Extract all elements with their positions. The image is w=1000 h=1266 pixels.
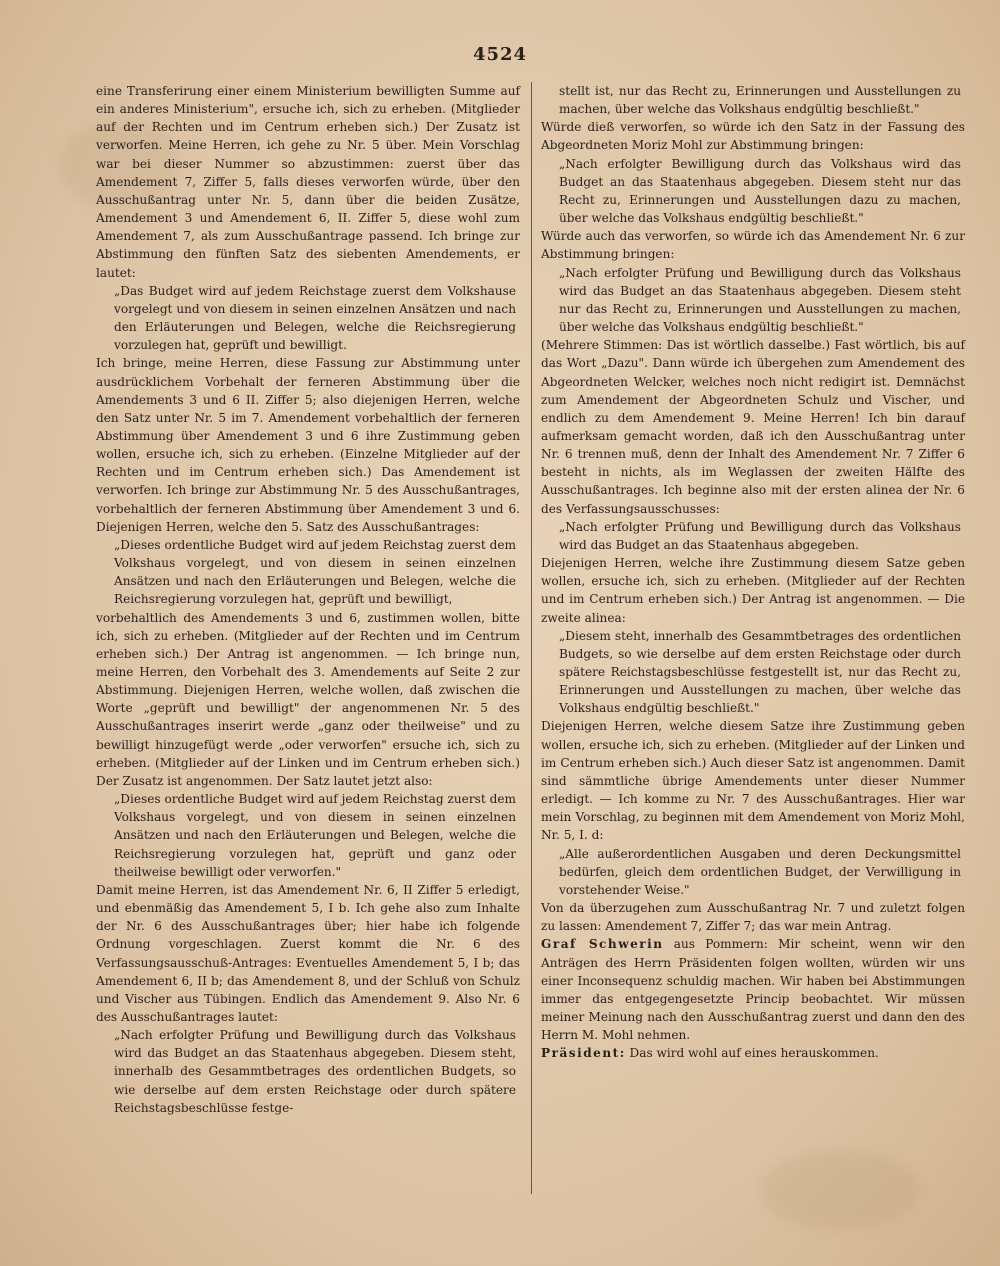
- speech-paragraph: [541, 1044, 965, 1062]
- quoted-paragraph: [541, 82, 965, 118]
- quoted-paragraph: [541, 627, 965, 718]
- quoted-paragraph: [96, 536, 520, 609]
- body-paragraph: [96, 354, 520, 536]
- paragraph-text: stellt ist, nur das Recht zu, Erinnerungen und Ausstellungen zu machen, über welche das Volkshaus endgültig beschließt.": [559, 84, 961, 117]
- quoted-paragraph: [541, 518, 965, 554]
- paragraph-text: „Nach erfolgter Prüfung und Bewilligung durch das Volkshaus wird das Budget an das Staatenhaus abgegeben.: [559, 519, 961, 552]
- right-column: [541, 82, 965, 1062]
- paragraph-text: Diejenigen Herren, welche diesem Satze ihre Zustimmung geben wollen, ersuche ich, sich zu erheben. (Mitglieder auf der Linken und im Centrum erheben sich.) Auch dieser Satz ist angenommen. Damit sind sämmtliche übrige Amendements unter dieser Nummer erledigt. — Ich komme zu Nr. 7 des Ausschußantrages. Hier war mein Vorschlag, zu beginnen mit dem Amendement von Moriz Mohl, Nr. 5, I. d:: [541, 719, 965, 843]
- paragraph-text: vorbehaltlich des Amendements 3 und 6, zustimmen wollen, bitte ich, sich zu erheben. (Mitglieder auf der Rechten und im Centrum erheben sich.) Der Antrag ist angenommen. — Ich bringe nun, meine Herren, den Vorbehalt des 3. Amendements auf Seite 2 zur Abstimmung. Diejenigen Herren, welche wollen, daß zwischen die Worte „geprüft und bewilligt" der angenommenen Nr. 5 des Ausschußantrages inserirt werde „ganz oder theilweise" und zu bewilligt hinzugefügt werde „oder verworfen" ersuche ich, sich zu erheben. (Mitglieder auf der Linken und im Centrum erheben sich.) Der Zusatz ist angenommen. Der Satz lautet jetzt also:: [96, 610, 520, 788]
- speaker-name: Graf Schwerin: [541, 937, 664, 952]
- paragraph-text: eine Transferirung einer einem Ministerium bewilligten Summe auf ein anderes Ministerium", ersuche ich, sich zu erheben. (Mitglieder auf der Rechten und im Centrum erheben sich.) Der Zusatz ist verworfen. Meine Herren, ich gehe zu Nr. 5 über. Mein Vorschlag war bei dieser Nummer so abzustimmen: zuerst über das Amendement 7, Ziffer 5, falls dieses verworfen würde, über den Ausschußantrag unter Nr. 5, dann über die beiden Zusätze, Amendement 3 und Amendement 6, II. Ziffer 5, diese wohl zum Amendement 7, als zum Ausschußantrage passend. Ich bringe zur Abstimmung den fünften Satz des siebenten Amendements, er lautet:: [96, 84, 520, 280]
- paragraph-text: „Das Budget wird auf jedem Reichstage zuerst dem Volkshause vorgelegt und von diesem in seinen einzelnen Ansätzen und nach den Erläuterungen und Belegen, welche die Reichsregierung vorzulegen hat, geprüft und bewilligt.: [114, 283, 516, 353]
- paragraph-text: aus Pommern: Mir scheint, wenn wir den Anträgen des Herrn Präsidenten folgen wollten, würden wir uns einer Inconsequenz schuldig machen. Wir haben bei Abstimmungen immer das entgegengesetzte Princip beobachtet. Wir müssen meiner Meinung nach den Ausschußantrag zuerst und dann den des Herrn M. Mohl nehmen.: [541, 937, 966, 1043]
- paragraph-text: Das wird wohl auf eines herauskommen.: [625, 1046, 879, 1061]
- paragraph-text: „Dieses ordentliche Budget wird auf jedem Reichstag zuerst dem Volkshaus vorgelegt, und von diesem in seinen einzelnen Ansätzen und nach den Erläuterungen und Belegen, welche die Reichsregierung vorzulegen hat, geprüft und bewilligt,: [114, 537, 516, 607]
- page-number: 4524: [472, 44, 528, 65]
- body-paragraph: [541, 118, 965, 154]
- speech-paragraph: [541, 935, 965, 1044]
- paragraph-text: Damit meine Herren, ist das Amendement Nr. 6, II Ziffer 5 erledigt, und ebenmäßig das Amendement 5, I b. Ich gehe also zum Inhalte der Nr. 6 des Ausschußantrages über; hier habe ich folgende Ordnung vorgeschlagen. Zuerst kommt die Nr. 6 des Verfassungsausschuß-Antrages: Eventuelles Amendement 5, I b; das Amendement 6, II b; das Amendement 8, und der Schluß von Schulz und Vischer aus Tübingen. Endlich das Amendement 9. Also Nr. 6 des Ausschußantrages lautet:: [96, 882, 520, 1024]
- paragraph-text: Würde dieß verworfen, so würde ich den Satz in der Fassung des Abgeordneten Moriz Mohl zur Abstimmung bringen:: [541, 120, 965, 153]
- paragraph-text: Ich bringe, meine Herren, diese Fassung zur Abstimmung unter ausdrücklichem Vorbehalt der ferneren Abstimmung über die Amendements 3 und 6 II. Ziffer 5; also diejenigen Herren, welche den Satz unter Nr. 5 im 7. Amendement vorbehaltlich der ferneren Abstimmung über Amendement 3 und 6 ihre Zustimmung geben wollen, ersuche ich, sich zu erheben. (Einzelne Mitglieder auf der Rechten und im Centrum erheben sich.) Das Amendement ist verworfen. Ich bringe zur Abstimmung Nr. 5 des Ausschußantrages, vorbehaltlich der ferneren Abstimmung über Amendement 3 und 6. Diejenigen Herren, welche den 5. Satz des Ausschußantrages:: [96, 356, 520, 534]
- quoted-paragraph: [541, 155, 965, 228]
- body-paragraph: [96, 881, 520, 1026]
- quoted-paragraph: [541, 845, 965, 899]
- body-paragraph: [541, 336, 965, 518]
- paragraph-text: „Nach erfolgter Prüfung und Bewilligung durch das Volkshaus wird das Budget an das Staatenhaus abgegeben. Diesem steht nur das Recht zu, Erinnerungen und Ausstellungen zu machen, über welche das Volkshaus endgültig beschließt.": [559, 265, 961, 335]
- quoted-paragraph: [96, 1026, 520, 1117]
- column-divider: [531, 82, 532, 1194]
- paragraph-text: „Nach erfolgter Bewilligung durch das Volkshaus wird das Budget an das Staatenhaus abgegeben. Diesem steht nur das Recht zu, Erinnerungen und Ausstellungen dazu zu machen, über welche das Volkshaus endgültig beschließt.": [559, 156, 961, 226]
- quoted-paragraph: [541, 264, 965, 337]
- paper-stain: [760, 1150, 920, 1230]
- left-column: [96, 82, 520, 1117]
- body-paragraph: [541, 227, 965, 263]
- quoted-paragraph: [96, 282, 520, 355]
- paragraph-text: „Diesem steht, innerhalb des Gesammtbetrages des ordentlichen Budgets, so wie derselbe auf dem ersten Reichstage oder durch spätere Reichstagsbeschlüsse festgestellt ist, nur das Recht zu, Erinnerungen und Ausstellungen zu machen, über welche das Volkshaus endgültig beschließt.": [559, 628, 961, 716]
- paragraph-text: „Alle außerordentlichen Ausgaben und deren Deckungsmittel bedürfen, gleich dem ordentlichen Budget, der Verwilligung in vorstehender Weise.": [559, 846, 961, 897]
- body-paragraph: [541, 899, 965, 935]
- body-paragraph: [96, 82, 520, 282]
- paragraph-text: Von da überzugehen zum Ausschußantrag Nr. 7 und zuletzt folgen zu lassen: Amendement 7, Ziffer 7; das war mein Antrag.: [541, 901, 965, 934]
- paragraph-text: „Nach erfolgter Prüfung und Bewilligung durch das Volkshaus wird das Budget an das Staatenhaus abgegeben. Diesem steht, innerhalb des Gesammtbetrages des ordentlichen Budgets, so wie derselbe auf dem ersten Reichstage oder durch spätere Reichstagsbeschlüsse festge-: [114, 1028, 516, 1115]
- quoted-paragraph: [96, 790, 520, 881]
- paragraph-text: „Dieses ordentliche Budget wird auf jedem Reichstag zuerst dem Volkshaus vorgelegt, und von diesem in seinen einzelnen Ansätzen und nach den Erläuterungen und Belegen, welche die Reichsregierung vorzulegen hat, geprüft und ganz oder theilweise bewilligt oder verworfen.": [114, 792, 516, 879]
- speaker-name: Präsident:: [541, 1046, 626, 1061]
- body-paragraph: [541, 554, 965, 627]
- body-paragraph: [96, 609, 520, 791]
- paragraph-text: Diejenigen Herren, welche ihre Zustimmung diesem Satze geben wollen, ersuche ich, sich zu erheben. (Mitglieder auf der Rechten und im Centrum erheben sich.) Der Antrag ist angenommen. — Die zweite alinea:: [541, 556, 965, 625]
- paragraph-text: (Mehrere Stimmen: Das ist wörtlich dasselbe.) Fast wörtlich, bis auf das Wort „Dazu". Dann würde ich übergehen zum Amendement des Abgeordneten Welcker, welches noch nicht redigirt ist. Demnächst zum Amendement der Abgeordneten Schulz und Vischer, und endlich zu dem Amendement 9. Meine Herren! Ich bin darauf aufmerksam gemacht worden, daß ich den Ausschußantrag unter Nr. 6 trennen muß, denn der Inhalt des Amendement Nr. 7 Ziffer 6 besteht in nichts, als im Weglassen der zweiten Hälfte des Ausschußantrages. Ich beginne also mit der ersten alinea der Nr. 6 des Verfassungsausschusses:: [541, 338, 965, 516]
- body-paragraph: [541, 717, 965, 844]
- paragraph-text: Würde auch das verworfen, so würde ich das Amendement Nr. 6 zur Abstimmung bringen:: [541, 229, 965, 262]
